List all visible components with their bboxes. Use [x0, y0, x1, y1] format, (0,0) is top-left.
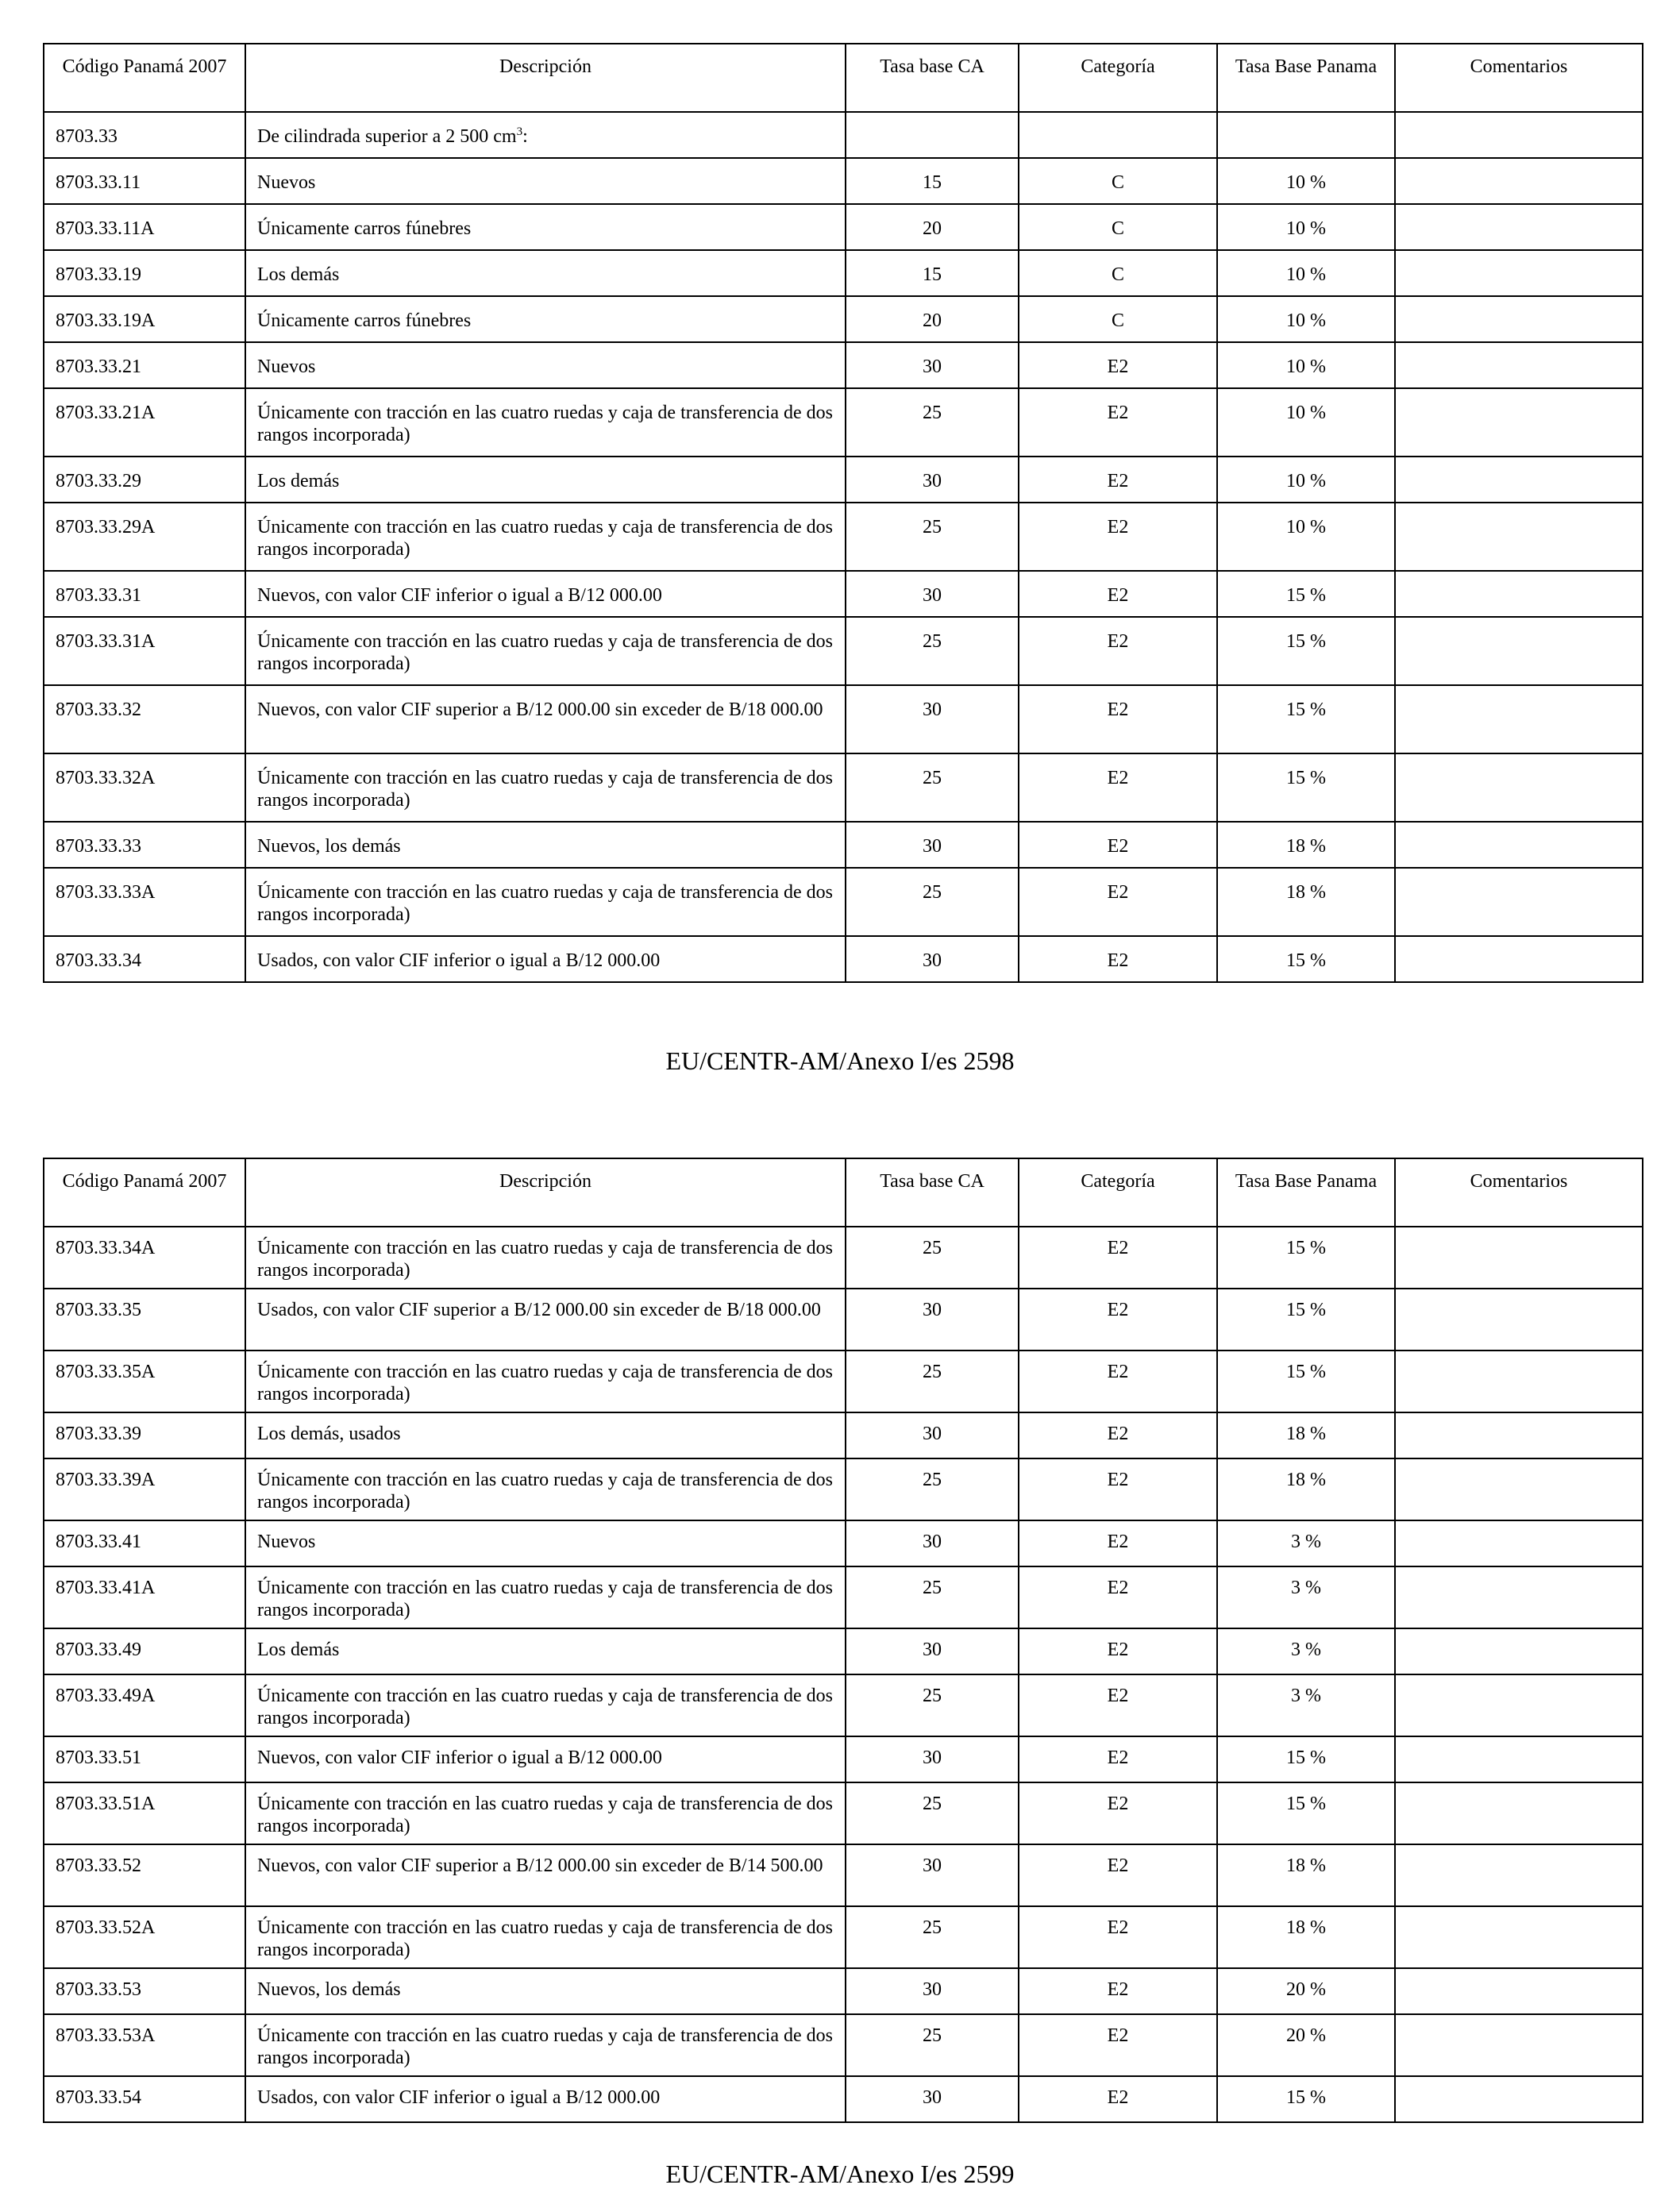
- cell-code: 8703.33.52A: [44, 1906, 245, 1968]
- cell-description: Únicamente con tracción en las cuatro ruedas y caja de transferencia de dos rangos incorporada): [245, 1674, 846, 1736]
- cell-code: 8703.33.53A: [44, 2014, 245, 2076]
- table-row: [44, 571, 1643, 617]
- cell-base-ca: 15: [846, 250, 1019, 296]
- cell-base-panama: 10 %: [1217, 503, 1395, 571]
- table-body: [44, 112, 1643, 982]
- page-footer: EU/CENTR-AM/Anexo I/es 2599: [665, 2160, 1015, 2188]
- cell-code: 8703.33.49A: [44, 1674, 245, 1736]
- cell-base-ca: 30: [846, 1412, 1019, 1458]
- cell-comments: [1395, 1289, 1643, 1351]
- tariff-table: [43, 1158, 1643, 2123]
- header-comments: Comentarios: [1395, 1158, 1643, 1227]
- cell-category: E2: [1019, 1782, 1217, 1844]
- table-row: [44, 1968, 1643, 2014]
- cell-code: 8703.33.54: [44, 2076, 245, 2122]
- cell-base-panama: 10 %: [1217, 457, 1395, 503]
- cell-description: Nuevos, los demás: [245, 822, 846, 868]
- cell-base-panama: 10 %: [1217, 388, 1395, 457]
- cell-description: Únicamente con tracción en las cuatro ruedas y caja de transferencia de dos rangos incorporada): [245, 617, 846, 685]
- cell-category: E2: [1019, 617, 1217, 685]
- cell-base-panama: 15 %: [1217, 2076, 1395, 2122]
- cell-comments: [1395, 457, 1643, 503]
- cell-description: Únicamente carros fúnebres: [245, 204, 846, 250]
- cell-category: E2: [1019, 1566, 1217, 1628]
- cell-base-ca: 25: [846, 1566, 1019, 1628]
- cell-category: E2: [1019, 936, 1217, 982]
- cell-category: E2: [1019, 1906, 1217, 1968]
- header-category: Categoría: [1019, 44, 1217, 112]
- cell-base-ca: 25: [846, 868, 1019, 936]
- cell-description: Nuevos, con valor CIF inferior o igual a B/12 000.00: [245, 1736, 846, 1782]
- cell-code: 8703.33.29: [44, 457, 245, 503]
- cell-category: E2: [1019, 1968, 1217, 2014]
- cell-comments: [1395, 1782, 1643, 1844]
- cell-code: 8703.33: [44, 112, 245, 158]
- cell-description: Nuevos: [245, 158, 846, 204]
- table-row: [44, 1227, 1643, 1289]
- cell-base-ca: 30: [846, 1628, 1019, 1674]
- cell-comments: [1395, 753, 1643, 822]
- cell-base-ca: 25: [846, 1674, 1019, 1736]
- cell-description: Únicamente con tracción en las cuatro ruedas y caja de transferencia de dos rangos incorporada): [245, 2014, 846, 2076]
- header-base-ca: Tasa base CA: [846, 44, 1019, 112]
- cell-category: E2: [1019, 1520, 1217, 1566]
- page-footer: EU/CENTR-AM/Anexo I/es 2598: [665, 1046, 1015, 1075]
- cell-category: E2: [1019, 1844, 1217, 1906]
- cell-base-ca: 30: [846, 1736, 1019, 1782]
- cell-code: 8703.33.53: [44, 1968, 245, 2014]
- cell-base-panama: 3 %: [1217, 1566, 1395, 1628]
- table-row: [44, 204, 1643, 250]
- cell-category: E2: [1019, 753, 1217, 822]
- table-row: [44, 1674, 1643, 1736]
- table-row: [44, 1520, 1643, 1566]
- table-row: [44, 388, 1643, 457]
- cell-category: E2: [1019, 1736, 1217, 1782]
- cell-comments: [1395, 685, 1643, 753]
- cell-base-ca: 20: [846, 204, 1019, 250]
- table-row: [44, 617, 1643, 685]
- cell-base-panama: 18 %: [1217, 1458, 1395, 1520]
- cell-base-ca: 30: [846, 1968, 1019, 2014]
- cell-base-panama: 10 %: [1217, 296, 1395, 342]
- table-row: [44, 158, 1643, 204]
- cell-base-panama: 15 %: [1217, 753, 1395, 822]
- cell-base-panama: 15 %: [1217, 1227, 1395, 1289]
- cell-comments: [1395, 1351, 1643, 1412]
- table-row: [44, 1289, 1643, 1351]
- cell-description: Nuevos, con valor CIF superior a B/12 000.00 sin exceder de B/18 000.00: [245, 685, 846, 753]
- header-code: Código Panamá 2007: [44, 1158, 245, 1227]
- cell-category: E2: [1019, 1628, 1217, 1674]
- cell-code: 8703.33.29A: [44, 503, 245, 571]
- cell-comments: [1395, 388, 1643, 457]
- cell-base-ca: 30: [846, 822, 1019, 868]
- cell-comments: [1395, 1458, 1643, 1520]
- cell-base-ca: 15: [846, 158, 1019, 204]
- cell-base-panama: 3 %: [1217, 1674, 1395, 1736]
- cell-code: 8703.33.39A: [44, 1458, 245, 1520]
- cell-description: Únicamente con tracción en las cuatro ruedas y caja de transferencia de dos rangos incorporada): [245, 1458, 846, 1520]
- cell-category: C: [1019, 296, 1217, 342]
- cell-base-ca: 30: [846, 457, 1019, 503]
- cell-code: 8703.33.33: [44, 822, 245, 868]
- table-header-row: [44, 1158, 1643, 1227]
- cell-code: 8703.33.35A: [44, 1351, 245, 1412]
- cell-comments: [1395, 158, 1643, 204]
- cell-description: Nuevos, con valor CIF inferior o igual a B/12 000.00: [245, 571, 846, 617]
- cell-comments: [1395, 936, 1643, 982]
- cell-comments: [1395, 1736, 1643, 1782]
- table-body: [44, 1227, 1643, 2122]
- cell-category: E2: [1019, 685, 1217, 753]
- table-row: [44, 1628, 1643, 1674]
- cell-code: 8703.33.31: [44, 571, 245, 617]
- cell-category: E2: [1019, 2076, 1217, 2122]
- superscript: 3: [516, 125, 523, 138]
- table-row: [44, 1412, 1643, 1458]
- cell-code: 8703.33.19A: [44, 296, 245, 342]
- cell-base-panama: [1217, 112, 1395, 158]
- cell-description: Únicamente con tracción en las cuatro ruedas y caja de transferencia de dos rangos incorporada): [245, 1566, 846, 1628]
- cell-comments: [1395, 204, 1643, 250]
- table-row: [44, 936, 1643, 982]
- header-base-ca: Tasa base CA: [846, 1158, 1019, 1227]
- cell-base-ca: 25: [846, 1458, 1019, 1520]
- cell-category: E2: [1019, 822, 1217, 868]
- cell-comments: [1395, 2014, 1643, 2076]
- cell-category: [1019, 112, 1217, 158]
- cell-code: 8703.33.31A: [44, 617, 245, 685]
- cell-base-ca: 25: [846, 1351, 1019, 1412]
- cell-code: 8703.33.34A: [44, 1227, 245, 1289]
- table-row: [44, 112, 1643, 158]
- cell-code: 8703.33.41A: [44, 1566, 245, 1628]
- cell-base-panama: 15 %: [1217, 617, 1395, 685]
- cell-base-panama: 3 %: [1217, 1628, 1395, 1674]
- cell-base-panama: 10 %: [1217, 250, 1395, 296]
- cell-code: 8703.33.51A: [44, 1782, 245, 1844]
- cell-category: E2: [1019, 1351, 1217, 1412]
- header-code: Código Panamá 2007: [44, 44, 245, 112]
- cell-comments: [1395, 1628, 1643, 1674]
- cell-description: Únicamente con tracción en las cuatro ruedas y caja de transferencia de dos rangos incorporada): [245, 388, 846, 457]
- cell-base-panama: 20 %: [1217, 1968, 1395, 2014]
- table-row: [44, 1736, 1643, 1782]
- cell-base-ca: 30: [846, 936, 1019, 982]
- table-row: [44, 1566, 1643, 1628]
- cell-description: Únicamente con tracción en las cuatro ruedas y caja de transferencia de dos rangos incorporada): [245, 1351, 846, 1412]
- table-row: [44, 1782, 1643, 1844]
- header-base-panama: Tasa Base Panama: [1217, 1158, 1395, 1227]
- table-row: [44, 753, 1643, 822]
- cell-category: E2: [1019, 868, 1217, 936]
- cell-code: 8703.33.33A: [44, 868, 245, 936]
- cell-base-ca: 25: [846, 503, 1019, 571]
- table-row: [44, 1351, 1643, 1412]
- cell-description: Únicamente con tracción en las cuatro ruedas y caja de transferencia de dos rangos incorporada): [245, 868, 846, 936]
- cell-description: Los demás, usados: [245, 1412, 846, 1458]
- cell-description: Nuevos: [245, 1520, 846, 1566]
- cell-base-panama: 15 %: [1217, 936, 1395, 982]
- cell-code: 8703.33.21: [44, 342, 245, 388]
- header-category: Categoría: [1019, 1158, 1217, 1227]
- cell-comments: [1395, 1844, 1643, 1906]
- cell-comments: [1395, 571, 1643, 617]
- cell-base-ca: 25: [846, 617, 1019, 685]
- cell-base-panama: 18 %: [1217, 1844, 1395, 1906]
- cell-base-panama: 15 %: [1217, 685, 1395, 753]
- header-comments: Comentarios: [1395, 44, 1643, 112]
- cell-code: 8703.33.49: [44, 1628, 245, 1674]
- cell-description: Nuevos, con valor CIF superior a B/12 000.00 sin exceder de B/14 500.00: [245, 1844, 846, 1906]
- cell-base-ca: 25: [846, 2014, 1019, 2076]
- cell-comments: [1395, 617, 1643, 685]
- cell-code: 8703.33.32: [44, 685, 245, 753]
- cell-comments: [1395, 1566, 1643, 1628]
- tariff-table: [43, 43, 1643, 983]
- cell-comments: [1395, 2076, 1643, 2122]
- cell-base-ca: 25: [846, 1227, 1019, 1289]
- cell-description: De cilindrada superior a 2 500 $cm^3$:: [245, 112, 846, 158]
- cell-description: Únicamente con tracción en las cuatro ruedas y caja de transferencia de dos rangos incorporada): [245, 1906, 846, 1968]
- cell-base-ca: 30: [846, 2076, 1019, 2122]
- table-row: [44, 250, 1643, 296]
- cell-category: E2: [1019, 571, 1217, 617]
- cell-base-panama: 20 %: [1217, 2014, 1395, 2076]
- cell-code: 8703.33.39: [44, 1412, 245, 1458]
- cell-description: Los demás: [245, 1628, 846, 1674]
- cell-comments: [1395, 1520, 1643, 1566]
- cell-base-panama: 15 %: [1217, 1736, 1395, 1782]
- table-row: [44, 503, 1643, 571]
- cell-code: 8703.33.35: [44, 1289, 245, 1351]
- table-row: [44, 1844, 1643, 1906]
- cell-base-panama: 15 %: [1217, 1351, 1395, 1412]
- cell-category: E2: [1019, 1412, 1217, 1458]
- tariff-table-block-2: [43, 1158, 1642, 2123]
- table-row: [44, 2014, 1643, 2076]
- cell-description: Únicamente con tracción en las cuatro ruedas y caja de transferencia de dos rangos incorporada): [245, 1782, 846, 1844]
- cell-base-ca: 30: [846, 571, 1019, 617]
- cell-description: Usados, con valor CIF inferior o igual a B/12 000.00: [245, 2076, 846, 2122]
- cell-description: Nuevos: [245, 342, 846, 388]
- table-row: [44, 1906, 1643, 1968]
- table-row: [44, 457, 1643, 503]
- cell-base-ca: 30: [846, 1289, 1019, 1351]
- cell-code: 8703.33.51: [44, 1736, 245, 1782]
- cell-description: Los demás: [245, 457, 846, 503]
- table-row: [44, 1458, 1643, 1520]
- cell-description: Únicamente con tracción en las cuatro ruedas y caja de transferencia de dos rangos incorporada): [245, 1227, 846, 1289]
- table-header-row: [44, 44, 1643, 112]
- cell-code: 8703.33.19: [44, 250, 245, 296]
- table-row: [44, 868, 1643, 936]
- header-description: Descripción: [245, 1158, 846, 1227]
- cell-base-ca: 20: [846, 296, 1019, 342]
- cell-description: Únicamente con tracción en las cuatro ruedas y caja de transferencia de dos rangos incorporada): [245, 753, 846, 822]
- cell-description: Únicamente carros fúnebres: [245, 296, 846, 342]
- cell-comments: [1395, 1412, 1643, 1458]
- cell-category: E2: [1019, 1674, 1217, 1736]
- header-description: Descripción: [245, 44, 846, 112]
- cell-base-ca: 30: [846, 342, 1019, 388]
- cell-base-ca: 30: [846, 685, 1019, 753]
- cell-comments: [1395, 868, 1643, 936]
- cell-code: 8703.33.32A: [44, 753, 245, 822]
- cell-comments: [1395, 1906, 1643, 1968]
- cell-base-ca: 25: [846, 388, 1019, 457]
- cell-description: Usados, con valor CIF inferior o igual a B/12 000.00: [245, 936, 846, 982]
- table-row: [44, 2076, 1643, 2122]
- cell-comments: [1395, 1227, 1643, 1289]
- cell-base-panama: 18 %: [1217, 1906, 1395, 1968]
- cell-category: E2: [1019, 1289, 1217, 1351]
- cell-category: E2: [1019, 342, 1217, 388]
- tariff-table-block-1: [43, 43, 1642, 983]
- cell-base-panama: 18 %: [1217, 868, 1395, 936]
- cell-category: E2: [1019, 1227, 1217, 1289]
- cell-code: 8703.33.52: [44, 1844, 245, 1906]
- cell-description: Únicamente con tracción en las cuatro ruedas y caja de transferencia de dos rangos incorporada): [245, 503, 846, 571]
- cell-comments: [1395, 296, 1643, 342]
- cell-base-panama: 3 %: [1217, 1520, 1395, 1566]
- table-row: [44, 822, 1643, 868]
- cell-base-panama: 18 %: [1217, 822, 1395, 868]
- cell-base-panama: 15 %: [1217, 571, 1395, 617]
- table-row: [44, 685, 1643, 753]
- cell-category: C: [1019, 204, 1217, 250]
- cell-code: 8703.33.11A: [44, 204, 245, 250]
- cell-base-ca: 25: [846, 1782, 1019, 1844]
- cell-description: Usados, con valor CIF superior a B/12 000.00 sin exceder de B/18 000.00: [245, 1289, 846, 1351]
- cell-base-panama: 10 %: [1217, 204, 1395, 250]
- cell-comments: [1395, 250, 1643, 296]
- cell-base-ca: 30: [846, 1520, 1019, 1566]
- cell-category: E2: [1019, 2014, 1217, 2076]
- cell-description: Nuevos, los demás: [245, 1968, 846, 2014]
- cell-code: 8703.33.34: [44, 936, 245, 982]
- cell-category: E2: [1019, 388, 1217, 457]
- cell-category: E2: [1019, 457, 1217, 503]
- cell-base-panama: 18 %: [1217, 1412, 1395, 1458]
- cell-code: 8703.33.11: [44, 158, 245, 204]
- cell-base-panama: 15 %: [1217, 1782, 1395, 1844]
- cell-category: E2: [1019, 503, 1217, 571]
- cell-base-panama: 15 %: [1217, 1289, 1395, 1351]
- cell-comments: [1395, 112, 1643, 158]
- cell-comments: [1395, 342, 1643, 388]
- cell-base-ca: 25: [846, 753, 1019, 822]
- cell-comments: [1395, 503, 1643, 571]
- cell-base-ca: 30: [846, 1844, 1019, 1906]
- cell-comments: [1395, 1968, 1643, 2014]
- cell-comments: [1395, 1674, 1643, 1736]
- cell-base-ca: 25: [846, 1906, 1019, 1968]
- cell-category: C: [1019, 250, 1217, 296]
- cell-base-panama: 10 %: [1217, 342, 1395, 388]
- cell-code: 8703.33.41: [44, 1520, 245, 1566]
- cell-base-panama: 10 %: [1217, 158, 1395, 204]
- cell-base-ca: [846, 112, 1019, 158]
- cell-code: 8703.33.21A: [44, 388, 245, 457]
- header-base-panama: Tasa Base Panama: [1217, 44, 1395, 112]
- table-row: [44, 342, 1643, 388]
- cell-comments: [1395, 822, 1643, 868]
- table-row: [44, 296, 1643, 342]
- cell-category: C: [1019, 158, 1217, 204]
- cell-category: E2: [1019, 1458, 1217, 1520]
- cell-description: Los demás: [245, 250, 846, 296]
